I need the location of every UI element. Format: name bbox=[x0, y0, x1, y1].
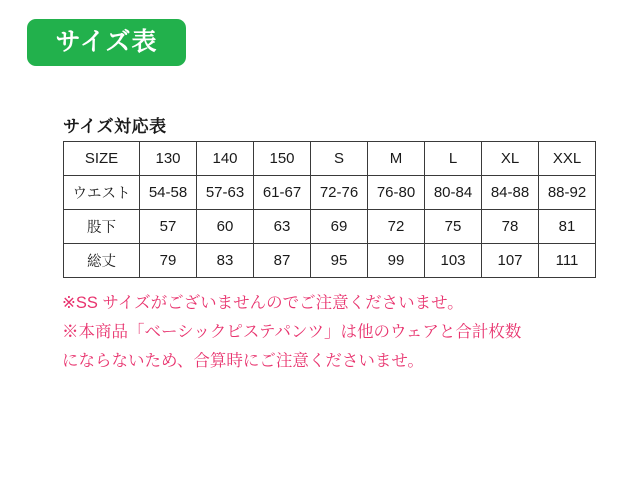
table-cell: 103 bbox=[425, 244, 482, 278]
column-header: 140 bbox=[197, 142, 254, 176]
column-header: M bbox=[368, 142, 425, 176]
table-row bbox=[64, 176, 596, 210]
row-header: ウエスト bbox=[64, 176, 140, 210]
column-header: SIZE bbox=[64, 142, 140, 176]
table-cell: 79 bbox=[140, 244, 197, 278]
column-header: 150 bbox=[254, 142, 311, 176]
table-cell: 57 bbox=[140, 210, 197, 244]
table-cell: 84-88 bbox=[482, 176, 539, 210]
note-line: にならないため、合算時にご注意くださいませ。 bbox=[62, 352, 424, 370]
table-cell: 83 bbox=[197, 244, 254, 278]
table-cell: 87 bbox=[254, 244, 311, 278]
table-cell: 60 bbox=[197, 210, 254, 244]
note-line: ※SS サイズがございませんのでご注意くださいませ。 bbox=[62, 294, 464, 312]
table-cell: 72 bbox=[368, 210, 425, 244]
column-header: L bbox=[425, 142, 482, 176]
table-cell: 75 bbox=[425, 210, 482, 244]
column-header: S bbox=[311, 142, 368, 176]
table-header-row bbox=[64, 142, 596, 176]
column-header: 130 bbox=[140, 142, 197, 176]
table-cell: 111 bbox=[539, 244, 596, 278]
table-cell: 76-80 bbox=[368, 176, 425, 210]
row-header: 股下 bbox=[64, 210, 140, 244]
row-header: 総丈 bbox=[64, 244, 140, 278]
table-cell: 80-84 bbox=[425, 176, 482, 210]
page-title: サイズ対応表 bbox=[63, 117, 167, 136]
table-cell: 61-67 bbox=[254, 176, 311, 210]
table-row bbox=[64, 244, 596, 278]
table-cell: 88-92 bbox=[539, 176, 596, 210]
column-header: XXL bbox=[539, 142, 596, 176]
table-cell: 57-63 bbox=[197, 176, 254, 210]
table-row bbox=[64, 210, 596, 244]
table-cell: 63 bbox=[254, 210, 311, 244]
table-cell: 107 bbox=[482, 244, 539, 278]
size-chart-header-label: サイズ表 bbox=[55, 28, 158, 56]
table-cell: 78 bbox=[482, 210, 539, 244]
table-cell: 72-76 bbox=[311, 176, 368, 210]
table-cell: 95 bbox=[311, 244, 368, 278]
notes-block bbox=[62, 289, 582, 376]
column-header: XL bbox=[482, 142, 539, 176]
table-cell: 99 bbox=[368, 244, 425, 278]
table-cell: 54-58 bbox=[140, 176, 197, 210]
size-table bbox=[63, 141, 596, 278]
size-chart-header-badge bbox=[27, 19, 186, 66]
table-cell: 69 bbox=[311, 210, 368, 244]
table-cell: 81 bbox=[539, 210, 596, 244]
note-line: ※本商品「ベーシックピステパンツ」は他のウェアと合計枚数 bbox=[62, 323, 522, 341]
